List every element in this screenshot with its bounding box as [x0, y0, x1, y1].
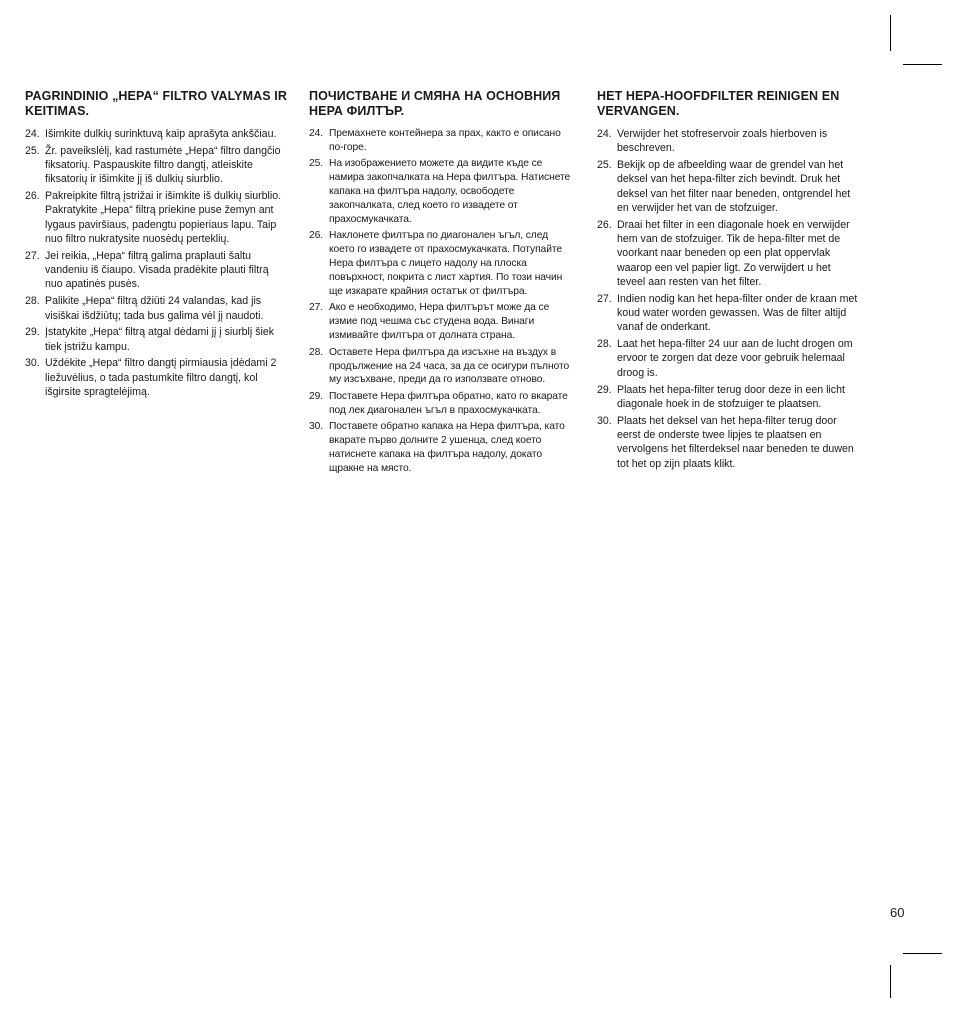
step-number: 25. [309, 158, 324, 170]
section-heading: HET HEPA-HOOFDFILTER REINIGEN EN VERVANGEN. [597, 89, 840, 118]
list-item [597, 337, 859, 380]
column-bulgarian [309, 89, 571, 478]
step-text: Bekijk op de afbeelding waar de grendel van het deksel van het hepa-filter zich bevindt. Druk het deksel van het filter naar beneden, ontgrendel het en verwijder het van de stofzuiger. [617, 159, 851, 214]
step-number: 26. [597, 218, 612, 231]
list-item [597, 383, 859, 412]
list-item [25, 144, 287, 187]
crop-mark-top-vertical [890, 15, 891, 51]
step-text: Draai het filter in een diagonale hoek en verwijder hem van de stofzuiger. Tik de hepa-filter met de voorkant naar beneden op een plat oppervlak waarop een vel papier ligt. Zo verwijdert u het teveel aan resten van het filter. [617, 218, 850, 288]
step-text: Indien nodig kan het hepa-filter onder de kraan met koud water worden gewassen. Was de filter altijd vanaf de onderkant. [617, 292, 858, 334]
list-item [25, 127, 287, 141]
list-item [309, 420, 571, 476]
list-item [309, 229, 571, 299]
step-number: 29. [309, 390, 324, 402]
column-dutch [597, 89, 859, 473]
step-text: Премахнете контейнера за прах, както е описано по-горе. [329, 128, 561, 153]
step-number: 29. [25, 326, 40, 339]
step-number: 30. [25, 357, 40, 370]
step-number: 30. [309, 421, 324, 433]
list-item [25, 356, 287, 399]
list-item [309, 346, 571, 388]
step-number: 24. [309, 128, 324, 139]
list-item [309, 301, 571, 343]
column-lithuanian [25, 89, 287, 402]
list-item [597, 158, 859, 215]
instruction-list [309, 127, 571, 476]
list-item [597, 414, 859, 471]
step-number: 28. [25, 295, 40, 308]
list-item [25, 189, 287, 246]
step-number: 25. [25, 144, 40, 157]
step-text: Uždėkite „Hepa“ filtro dangtį pirmiausia įdėdami 2 liežuvėlius, o tada pastumkite filtro dangtį, kol išgirsite spragtelėjimą. [45, 357, 277, 399]
step-text: Laat het hepa-filter 24 uur aan de lucht drogen om ervoor te zorgen dat deze voor gebruik helemaal droog is. [617, 338, 853, 379]
list-item [597, 127, 859, 156]
section-heading: ПОЧИСТВАНЕ И СМЯНА НА ОСНОВНИЯ НЕРА ФИЛТЪР. [309, 89, 561, 118]
step-text: Ако е необходимо, Hepa филтърът може да се измие под чешма със студена вода. Винаги измивайте филтъра от долната страна. [329, 302, 550, 342]
step-number: 30. [597, 414, 612, 427]
step-number: 26. [25, 190, 40, 203]
step-number: 28. [597, 338, 612, 351]
step-text: Žr. paveikslėlį, kad rastumėte „Hepa“ filtro dangčio fiksatorių. Paspauskite filtro dangtį, atleiskite fiksatorių ir išimkite jį iš dulkių siurblio. [45, 144, 281, 186]
crop-mark-bottom-horizontal [903, 953, 942, 954]
step-text: Поставете Hepa филтъра обратно, като го вкарате под лек диагонален ъгъл в прахосмукачката. [329, 390, 568, 416]
step-number: 27. [597, 292, 612, 305]
step-number: 26. [309, 230, 324, 242]
crop-mark-top-horizontal [903, 64, 942, 65]
instruction-list [25, 127, 287, 399]
step-text: Plaats het hepa-filter terug door deze in een licht diagonale hoek in de stofzuiger te plaatsen. [617, 383, 845, 410]
list-item [309, 390, 571, 418]
step-text: Palikite „Hepa“ filtrą džiūti 24 valandas, kad jis visiškai išdžiūtų; tada bus galima vėl jį naudoti. [45, 295, 264, 322]
list-item [25, 249, 287, 292]
step-text: Оставете Hepa филтъра да изсъхне на въздух в продължение на 24 часа, за да се осигури пълното му изсъхване, преди да го използвате отново. [329, 346, 570, 386]
step-text: Наклонете филтъра по диагонален ъгъл, след което го извадете от прахосмукачката. Потупайте Hepa филтъра с лицето надолу на плоска повърхност, покрита с лист хартия. По този начин ще изкарате крайния остатък от филтъра. [329, 230, 563, 297]
list-item [597, 292, 859, 335]
step-text: Plaats het deksel van het hepa-filter terug door eerst de onderste twee lipjes te plaatsen en vervolgens het filterdeksel naar beneden te duwen tot het op zijn plaats klikt. [617, 414, 854, 470]
page-number: 60 [890, 905, 905, 920]
step-number: 29. [597, 383, 612, 396]
section-heading: PAGRINDINIO „HEPA“ FILTRO VALYMAS IR KEITIMAS. [25, 89, 287, 118]
step-number: 27. [25, 249, 40, 262]
step-text: На изображението можете да видите къде се намира закопчалката на Hepa филтъра. Натиснете капака на филтъра надолу, освободете закопчалката, след което го извадете от прахосмукачката. [329, 158, 571, 225]
list-item [25, 294, 287, 323]
instruction-list [597, 127, 859, 471]
step-text: Išimkite dulkių surinktuvą kaip aprašyta ankščiau. [45, 128, 277, 140]
crop-mark-bottom-vertical [890, 965, 891, 998]
step-number: 27. [309, 302, 324, 314]
step-text: Pakreipkite filtrą įstrižai ir išimkite iš dulkių siurblio. Pakratykite „Hepa“ filtrą priekine puse žemyn ant lygaus paviršiaus, padengtu popieriaus lapu. Taip nuo filtro nukratysite nuosėdų perteklių. [45, 190, 282, 246]
step-number: 24. [597, 128, 612, 140]
list-item [25, 325, 287, 354]
list-item [309, 157, 571, 227]
list-item [309, 127, 571, 155]
list-item [597, 218, 859, 289]
step-text: Verwijder het stofreservoir zoals hierboven is beschreven. [617, 128, 828, 155]
step-text: Jei reikia, „Hepa“ filtrą galima praplauti šaltu vandeniu iš čiaupo. Visada pradėkite plauti filtrą nuo apatinės pusės. [45, 249, 269, 291]
step-number: 28. [309, 346, 324, 358]
step-text: Поставете обратно капака на Hepa филтъра, като вкарате първо долните 2 ушенца, след което натиснете капака на филтъра надолу, докато щракне на място. [329, 421, 565, 474]
step-text: Įstatykite „Hepa“ filtrą atgal dėdami jį į siurblį šiek tiek įstrižu kampu. [45, 326, 275, 353]
step-number: 24. [25, 128, 40, 140]
step-number: 25. [597, 159, 612, 172]
